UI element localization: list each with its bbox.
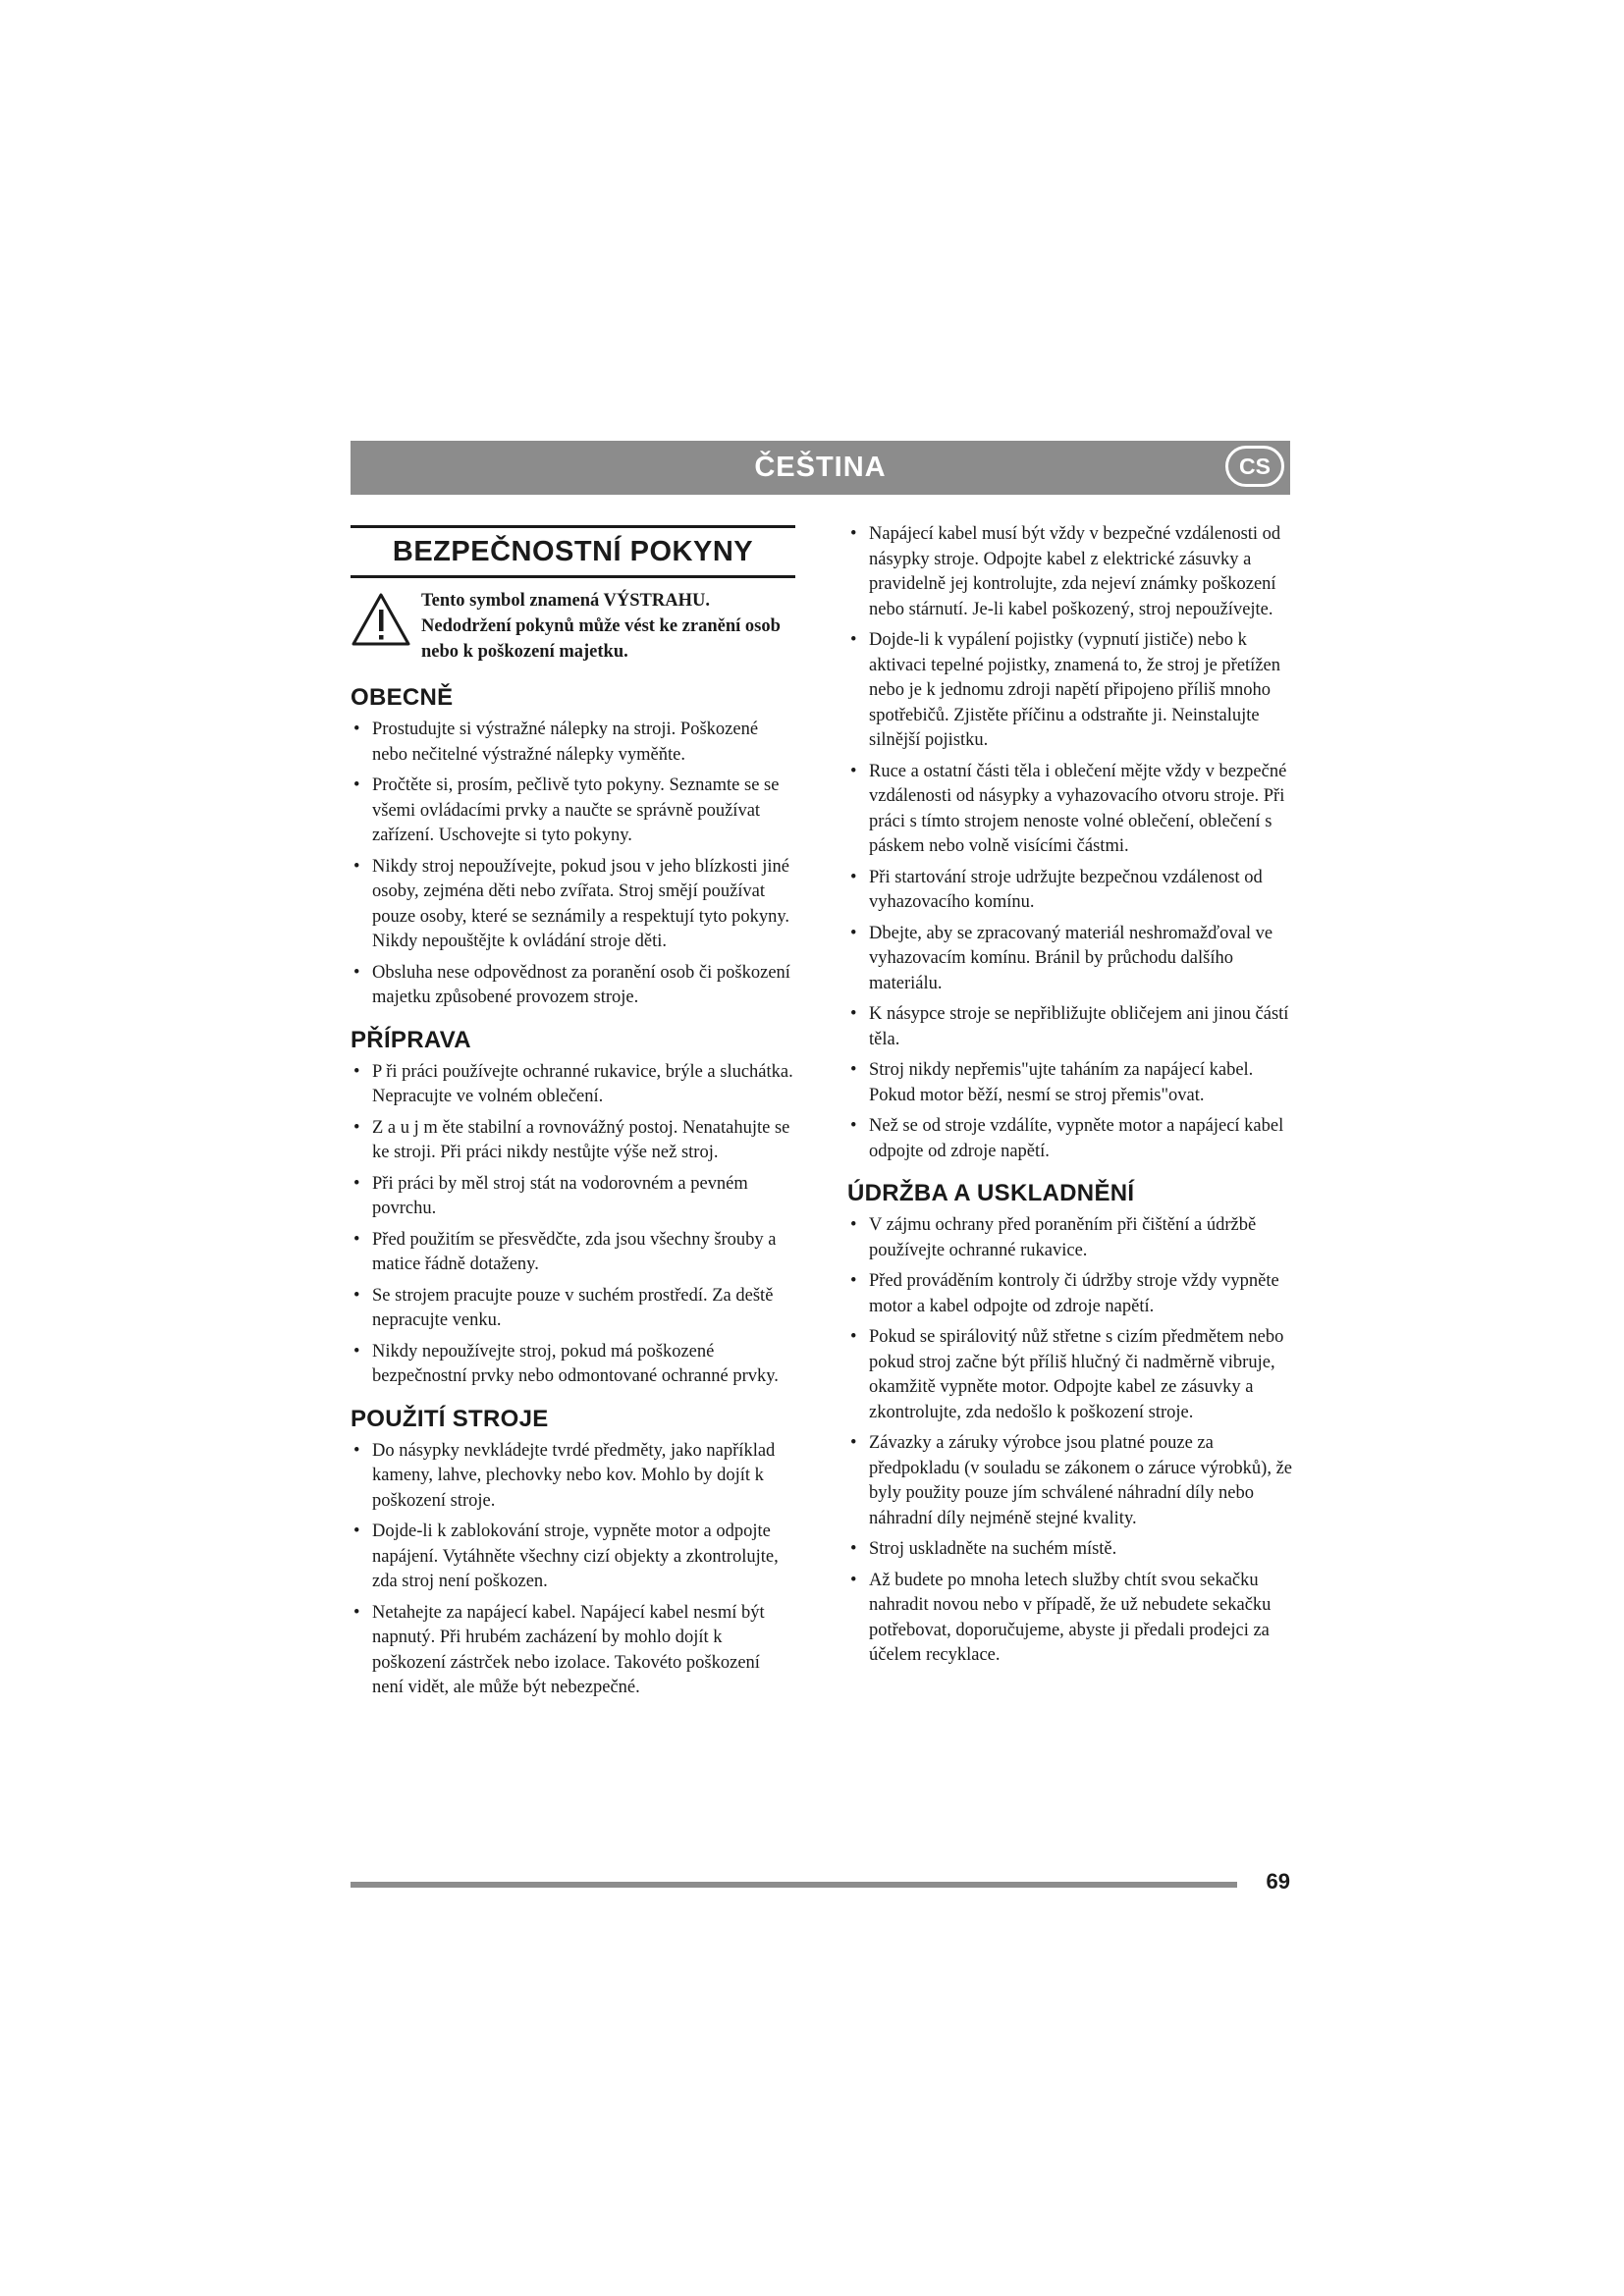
language-code-badge: CS	[1225, 446, 1284, 487]
section-heading-machine-use: POUŽITÍ STROJE	[351, 1405, 549, 1432]
list-item: • Ruce a ostatní části těla i oblečení mějte vždy v bezpečné vzdálenosti od násypky a vyhazovacího otvoru stroje. Při práci s tímto strojem nenoste volné oblečení, oblečení s páskem nebo volně visícími částmi.	[847, 760, 1294, 860]
list-item: • Než se od stroje vzdálíte, vypněte motor a napájecí kabel odpojte od zdroje napětí.	[847, 1114, 1294, 1164]
list-item: • Do násypky nevkládejte tvrdé předměty, jako například kameny, lahve, plechovky nebo kov. Mohlo by dojít k poškození stroje.	[351, 1439, 795, 1515]
general-list	[351, 718, 795, 1011]
machine-use-list	[351, 1439, 795, 1701]
list-item: • Stroj uskladněte na suchém místě.	[847, 1537, 1294, 1563]
main-title-block	[351, 525, 795, 578]
footer-divider	[351, 1882, 1237, 1888]
list-item: • Z a u j m ěte stabilní a rovnovážný postoj. Nenatahujte se ke stroji. Při práci nikdy nestůjte výše než stroj.	[351, 1116, 795, 1166]
list-item: • Netahejte za napájecí kabel. Napájecí kabel nesmí být napnutý. Při hrubém zacházení by mohlo dojít k poškození zástrček nebo izolace. Takovéto poškození není vidět, ale může být nebezpečné.	[351, 1601, 795, 1701]
section-heading-general: OBECNĚ	[351, 684, 454, 711]
list-item: • V zájmu ochrany před poraněním při čištění a údržbě používejte ochranné rukavice.	[847, 1213, 1294, 1263]
section-heading-maintenance: ÚDRŽBA A USKLADNĚNÍ	[847, 1180, 1135, 1206]
warning-notice	[351, 588, 795, 665]
list-item: • Dbejte, aby se zpracovaný materiál neshromažďoval ve vyhazovacím komínu. Bránil by průchodu dalšího materiálu.	[847, 922, 1294, 997]
list-item: • Dojde-li k vypálení pojistky (vypnutí jističe) nebo k aktivaci tepelné pojistky, znamená to, že stroj je přetížen nebo je k jednomu zdroji napětí připojeno příliš mnoho spotřebičů. Zjistěte příčinu a odstraňte ji. Neinstalujte silnější pojistku.	[847, 628, 1294, 754]
list-item: • Pročtěte si, prosím, pečlivě tyto pokyny. Seznamte se se všemi ovládacími prvky a naučte se správně používat zařízení. Uschovejte si tyto pokyny.	[351, 774, 795, 849]
list-item: • Před použitím se přesvědčte, zda jsou všechny šrouby a matice řádně dotaženy.	[351, 1228, 795, 1278]
left-column	[351, 525, 795, 1707]
list-item: • Prostudujte si výstražné nálepky na stroji. Poškozené nebo nečitelné výstražné nálepky vyměňte.	[351, 718, 795, 768]
machine-use-list-continued	[847, 522, 1294, 1164]
list-item: • Až budete po mnoha letech služby chtít svou sekačku nahradit novou nebo v případě, že už nebudete sekačku potřebovat, doporučujeme, abyste ji předali prodejci za účelem recyklace.	[847, 1569, 1294, 1669]
list-item: • Nikdy stroj nepoužívejte, pokud jsou v jeho blízkosti jiné osoby, zejména děti nebo zvířata. Stroj smějí používat pouze osoby, které se seznámily a respektují tyto pokyny. Nikdy nepouštějte k ovládání stroje děti.	[351, 855, 795, 955]
list-item: • Před prováděním kontroly či údržby stroje vždy vypněte motor a kabel odpojte od zdroje napětí.	[847, 1269, 1294, 1319]
list-item: • K násypce stroje se nepřibližujte obličejem ani jinou částí těla.	[847, 1002, 1294, 1052]
list-item: • P ři práci používejte ochranné rukavice, brýle a sluchátka. Nepracujte ve volném oblečení.	[351, 1060, 795, 1110]
page-number: 69	[1266, 1869, 1290, 1894]
section-heading-preparation: PŘÍPRAVA	[351, 1026, 471, 1053]
warning-triangle-icon	[351, 592, 411, 647]
list-item: • Závazky a záruky výrobce jsou platné pouze za předpokladu (v souladu se zákonem o záruce výrobků), že byly použity pouze jím schválené náhradní díly nebo náhradní díly nejméně stejné kvality.	[847, 1431, 1294, 1531]
right-column	[847, 522, 1294, 1675]
language-title: ČEŠTINA	[754, 452, 887, 483]
page-title: BEZPEČNOSTNÍ POKYNY	[392, 536, 754, 567]
list-item: • Stroj nikdy nepřemis"ujte taháním za napájecí kabel. Pokud motor běží, nesmí se stroj přemis"ovat.	[847, 1058, 1294, 1108]
list-item: • Obsluha nese odpovědnost za poranění osob či poškození majetku způsobené provozem stroje.	[351, 961, 795, 1011]
preparation-list	[351, 1060, 795, 1390]
warning-text: Tento symbol znamená VÝSTRAHU. Nedodržení pokynů může vést ke zranění osob nebo k poškození majetku.	[421, 591, 781, 662]
list-item: • Se strojem pracujte pouze v suchém prostředí. Za deště nepracujte venku.	[351, 1284, 795, 1334]
language-header-bar	[351, 441, 1290, 495]
list-item: • Při práci by měl stroj stát na vodorovném a pevném povrchu.	[351, 1172, 795, 1222]
maintenance-list	[847, 1213, 1294, 1669]
list-item: • Nikdy nepoužívejte stroj, pokud má poškozené bezpečnostní prvky nebo odmontované ochranné prvky.	[351, 1340, 795, 1390]
list-item: • Pokud se spirálovitý nůž střetne s cizím předmětem nebo pokud stroj začne být příliš hlučný či nadměrně vibruje, okamžitě vypněte motor. Odpojte kabel ze zásuvky a zkontrolujte, zda nedošlo k poškození stroje.	[847, 1325, 1294, 1425]
list-item: • Napájecí kabel musí být vždy v bezpečné vzdálenosti od násypky stroje. Odpojte kabel z elektrické zásuvky a pravidelně jej kontrolujte, zda nejeví známky poškození nebo stárnutí. Je-li kabel poškozený, stroj nepoužívejte.	[847, 522, 1294, 622]
list-item: • Dojde-li k zablokování stroje, vypněte motor a odpojte napájení. Vytáhněte všechny cizí objekty a zkontrolujte, zda stroj není poškozen.	[351, 1520, 795, 1595]
list-item: • Při startování stroje udržujte bezpečnou vzdálenost od vyhazovacího komínu.	[847, 866, 1294, 916]
